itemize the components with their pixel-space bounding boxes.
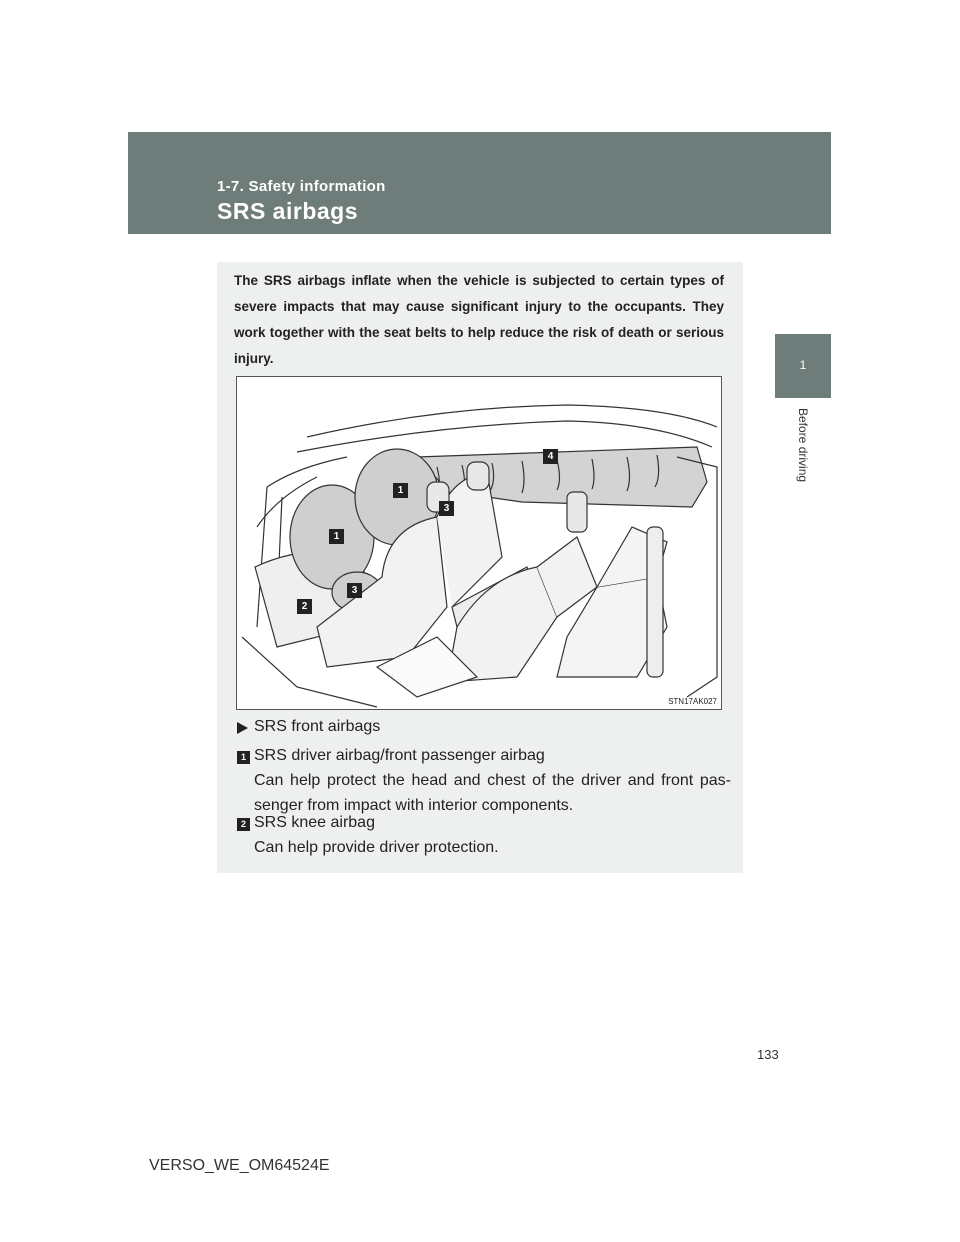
item-number-badge: 2 [237, 818, 250, 831]
item-title: SRS driver airbag/front passenger airbag [254, 747, 545, 764]
chapter-title: Before driving [796, 408, 810, 483]
item-number-badge: 1 [237, 751, 250, 764]
content-box [217, 262, 743, 873]
item-description: Can help protect the head and chest of the driver and front pas- [254, 772, 731, 789]
callout-4-curtain: 4 [543, 449, 558, 464]
section-arrow-icon [237, 722, 248, 734]
airbag-illustration [236, 376, 722, 710]
section-label: 1-7. Safety information [217, 178, 386, 195]
page-title: SRS airbags [217, 198, 358, 224]
header-band [128, 132, 831, 234]
intro-text: The SRS airbags inflate when the vehicle is subjected to certain types of severe impacts that may cause significant injury to the occupants. They work together with the seat belts to help reduce the risk of death or serious injury. [234, 273, 724, 366]
list-heading: SRS front airbags [254, 718, 381, 735]
illustration-code: STN17AK027 [668, 697, 717, 706]
page-number: 133 [757, 1047, 779, 1062]
item-description: senger from impact with interior components. [254, 797, 574, 814]
document-code: VERSO_WE_OM64524E [149, 1157, 330, 1174]
chapter-tab[interactable] [775, 334, 831, 398]
callout-3-front: 3 [439, 501, 454, 516]
callout-1-driver: 1 [329, 529, 344, 544]
item-title: SRS knee airbag [254, 814, 375, 831]
car-interior-drawing [237, 377, 721, 709]
chapter-number: 1 [799, 358, 807, 372]
callout-1-passenger: 1 [393, 483, 408, 498]
callout-3-rear: 3 [347, 583, 362, 598]
callout-2-knee: 2 [297, 599, 312, 614]
item-description: Can help provide driver protection. [254, 839, 499, 856]
